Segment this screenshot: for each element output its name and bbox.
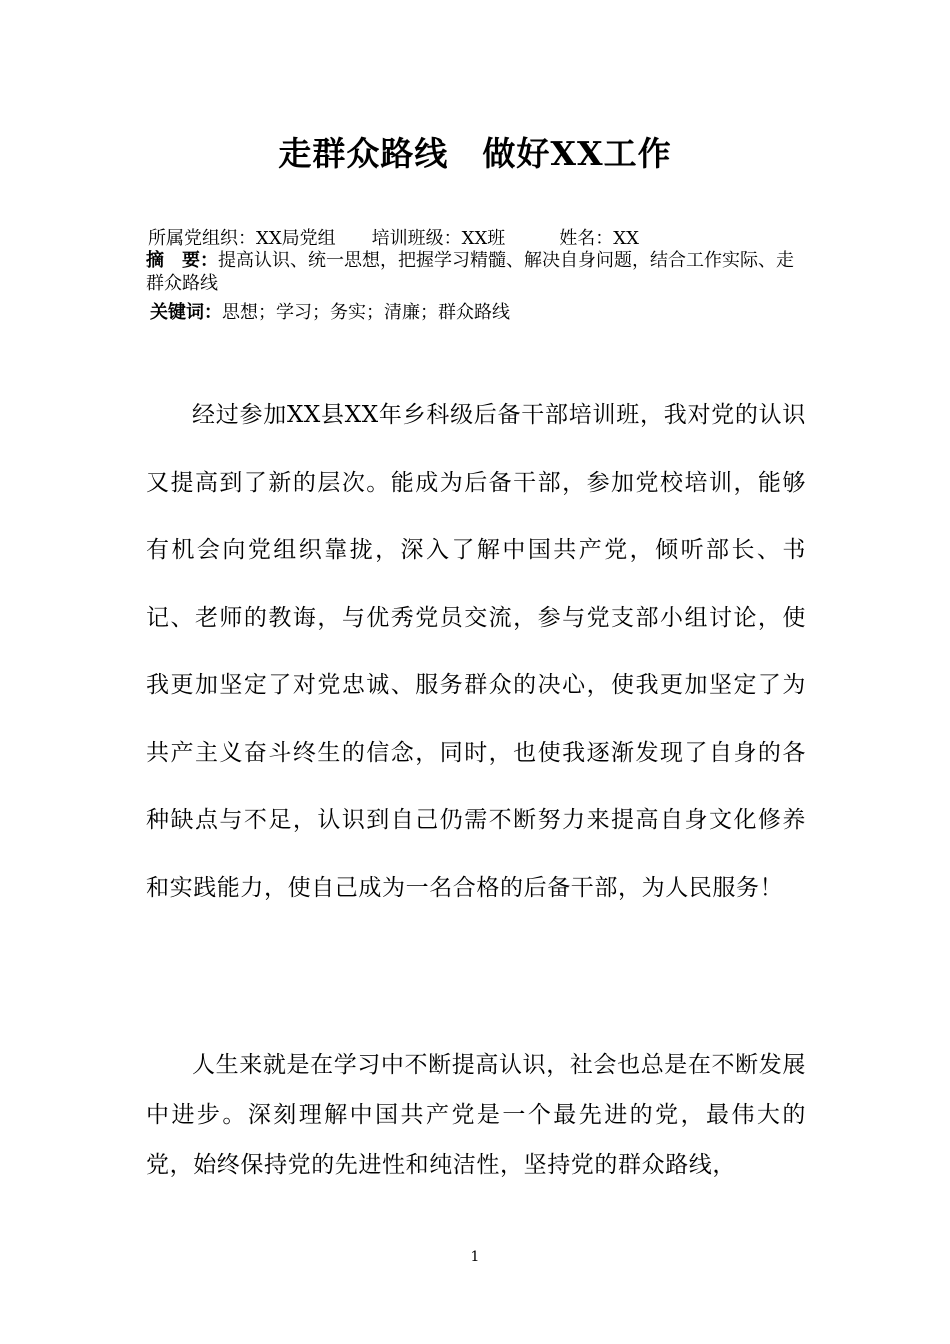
abstract — [146, 249, 811, 295]
keywords-label: 关键词： — [150, 302, 222, 323]
page-number: 1 — [470, 1249, 480, 1265]
document-title: 走群众路线 做好XX工作 — [278, 134, 672, 173]
abstract-label: 摘 要： — [146, 250, 218, 271]
meta-line: 所属党组织：XX局党组 培训班级：XX班 姓名：XX — [148, 228, 639, 249]
abstract-text: 提高认识、统一思想，把握学习精髓、解决自身问题，结合工作实际、走群众路线 — [146, 250, 794, 294]
body-paragraph-2: 人生来就是在学习中不断提高认识，社会也总是在不断发展中进步。深刻理解中国共产党是一个最先进的党，最伟大的党，始终保持党的先进性和纯洁性，坚持党的群众路线， — [146, 1052, 806, 1178]
keywords — [150, 298, 510, 324]
keywords-text: 思想；学习；务实；清廉；群众路线 — [222, 302, 510, 323]
body-paragraph-1: 经过参加XX县XX年乡科级后备干部培训班，我对党的认识又提高到了新的层次。能成为后备干部，参加党校培训，能够有机会向党组织靠拢，深入了解中国共产党，倾听部长、书记、老师的教诲，与优秀党员交流，参与党支部小组讨论，使我更加坚定了对党忠诚、服务群众的决心，使我更加坚定了为共产主义奋斗终生的信念，同时，也使我逐渐发现了自身的各种缺点与不足，认识到自己仍需不断努力来提高自身文化修养和实践能力，使自己成为一名合格的后备干部，为人民服务！ — [146, 402, 806, 901]
